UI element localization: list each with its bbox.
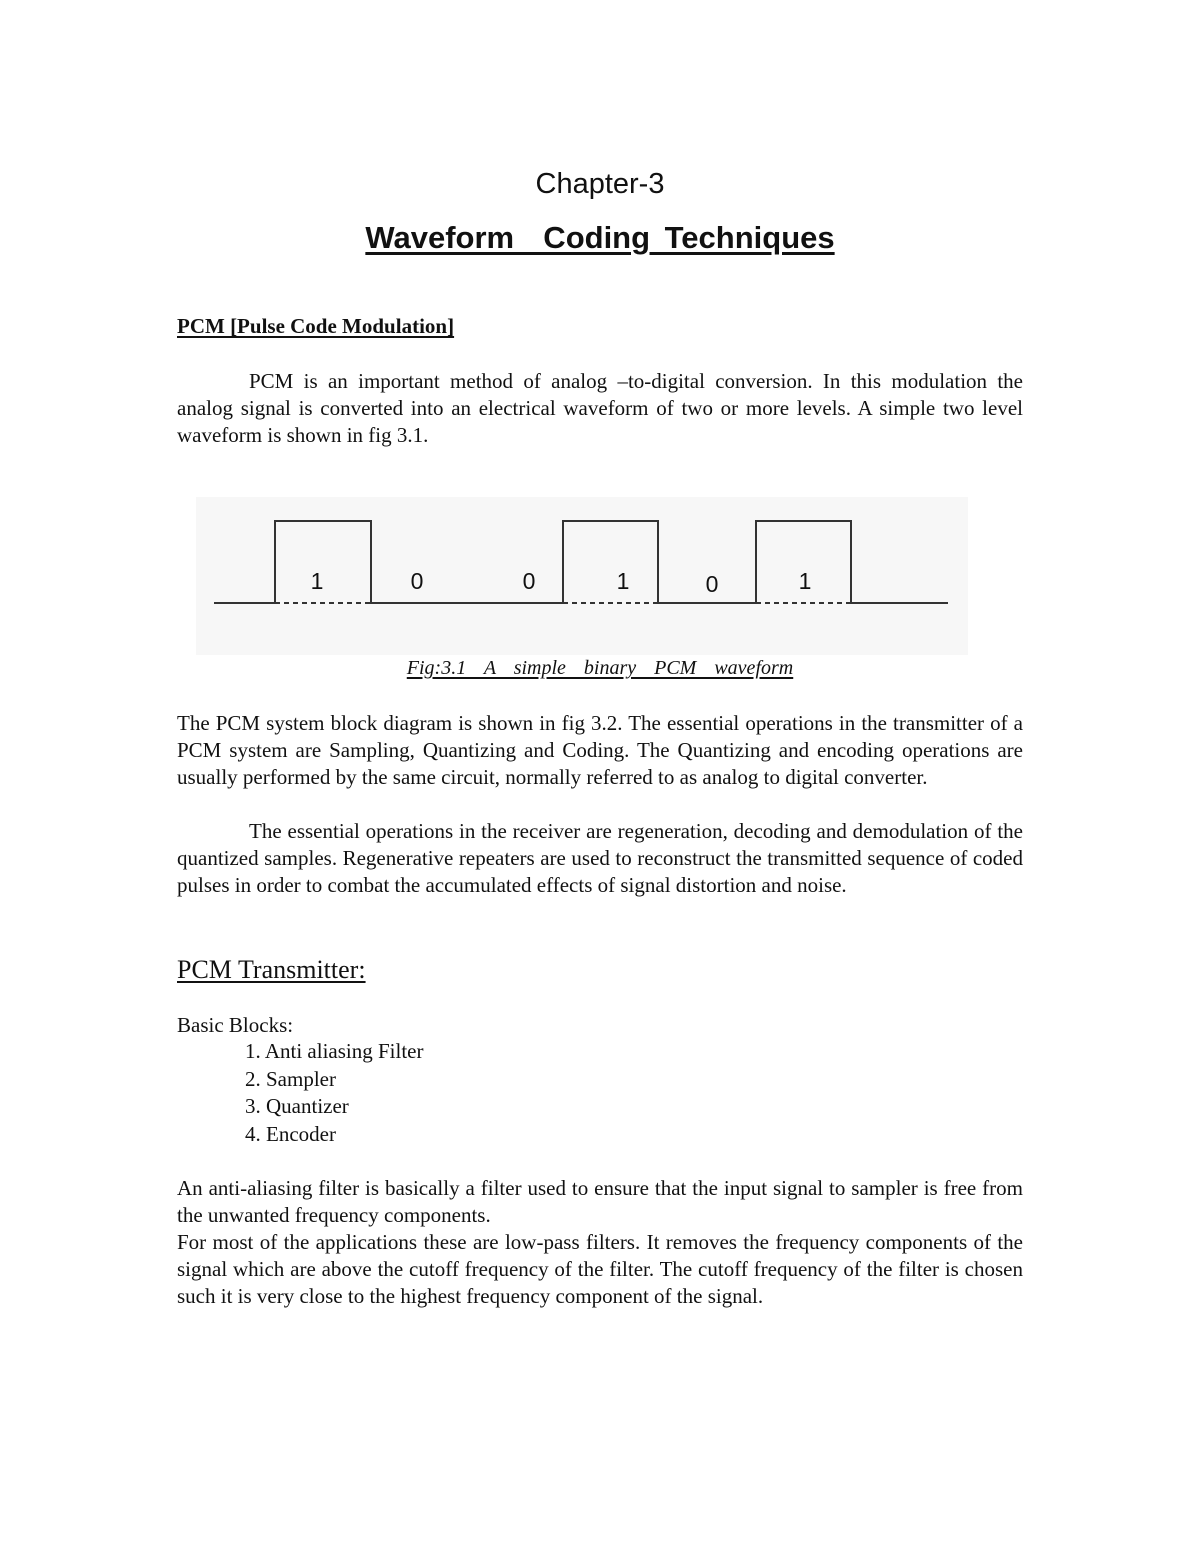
list-item: 2. Sampler bbox=[245, 1066, 336, 1091]
basic-blocks-list bbox=[245, 1038, 424, 1148]
figure-caption: Fig:3.1 A simple binary PCM waveform bbox=[406, 657, 794, 679]
basic-blocks-label: Basic Blocks: bbox=[177, 1013, 294, 1037]
low-pass-paragraph: For most of the applications these are low-pass filters. It removes the frequency components of the signal which are above the cutoff frequency of the filter. The cutoff frequency of the filter is chosen such it is very close to the highest frequency component of the signal. bbox=[177, 1230, 1023, 1308]
block-diagram-paragraph: The PCM system block diagram is shown in fig 3.2. The essential operations in the transmitter of a PCM system are Sampling, Quantizing and Coding. The Quantizing and encoding operations are usually performed by the same circuit, normally referred to as analog to digital converter. bbox=[177, 711, 1023, 789]
bit-label: 1 bbox=[616, 568, 630, 594]
pcm-section-heading: PCM [Pulse Code Modulation] bbox=[177, 314, 455, 338]
list-item: 1. Anti aliasing Filter bbox=[245, 1039, 424, 1063]
chapter-label: Chapter-3 bbox=[535, 168, 665, 200]
list-item: 4. Encoder bbox=[245, 1121, 336, 1146]
transmitter-heading: PCM Transmitter: bbox=[177, 955, 366, 984]
list-item: 3. Quantizer bbox=[245, 1094, 349, 1118]
anti-aliasing-paragraph: An anti-aliasing filter is basically a filter used to ensure that the input signal to sampler is free from the unwanted frequency components. bbox=[177, 1176, 1023, 1227]
bit-label: 0 bbox=[705, 571, 719, 597]
chapter-title: Waveform Coding Techniques bbox=[365, 220, 835, 255]
receiver-paragraph: The essential operations in the receiver are regeneration, decoding and demodulation of the quantized samples. Regenerative repeaters are used to reconstruct the transmitted sequence of coded pulses in order to combat the accumulated effects of signal distortion and noise. bbox=[177, 819, 1023, 897]
bit-label: 0 bbox=[522, 568, 536, 594]
bit-label: 1 bbox=[310, 568, 324, 594]
bit-label: 0 bbox=[410, 568, 424, 594]
pcm-waveform-svg bbox=[196, 497, 968, 655]
bit-label: 1 bbox=[798, 568, 812, 594]
pcm-waveform-figure bbox=[196, 497, 968, 655]
pcm-intro-paragraph: PCM is an important method of analog –to-digital conversion. In this modulation the analog signal is converted into an electrical waveform of two or more levels. A simple two level waveform is shown in fig 3.1. bbox=[177, 369, 1023, 447]
waveform-line bbox=[214, 521, 948, 603]
